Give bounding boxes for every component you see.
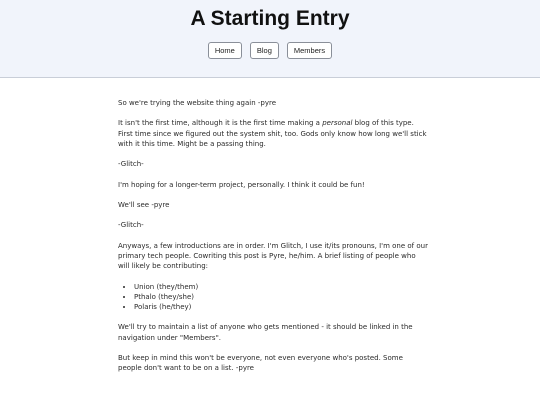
post-paragraph: Anyways, a few introductions are in order. I'm Glitch, I use it/its pronouns, I'm one of our primary tech people. Cowriting this post is Pyre, he/him. A brief listing of people who will likely be contributing: xyxy=(118,241,428,271)
page-title: A Starting Entry xyxy=(190,7,350,30)
site-header xyxy=(0,0,540,78)
nav-members-button[interactable]: Members xyxy=(287,42,332,59)
post-paragraph: So we're trying the website thing again -pyre xyxy=(118,99,277,107)
list-item: • Pthalo (they/she) xyxy=(134,292,428,302)
contributor-list xyxy=(118,282,428,313)
list-item: • Polaris (he/they) xyxy=(134,302,428,312)
post-paragraph: -Glitch- xyxy=(118,160,144,169)
post-paragraph: But keep in mind this won't be everyone, not even everyone who's posted. Some people don't want to be on a list. -pyre xyxy=(118,353,403,373)
blog-post xyxy=(118,98,428,384)
post-emphasis: personal xyxy=(322,119,353,128)
post-paragraph: We'll see -pyre xyxy=(118,200,170,209)
post-paragraph xyxy=(118,118,428,149)
list-item: • Union (they/them) xyxy=(134,282,428,292)
nav-blog-button[interactable]: Blog xyxy=(250,42,279,59)
post-paragraph: We'll try to maintain a list of anyone who gets mentioned - it should be linked in the navigation under "Members". xyxy=(118,323,413,342)
post-paragraph: -Glitch- xyxy=(118,221,144,230)
post-paragraph: I'm hoping for a longer-term project, personally. I think it could be fun! xyxy=(118,180,365,189)
nav-home-button[interactable]: Home xyxy=(208,42,242,59)
post-text: It isn't the first time, although it is the first time making a xyxy=(118,119,323,128)
main-nav xyxy=(0,42,540,59)
post-text: blog of this type. First time since we figured out the system shit, too. Gods only know how long we'll stick with it this time. Might be a passing thing. xyxy=(118,119,427,148)
